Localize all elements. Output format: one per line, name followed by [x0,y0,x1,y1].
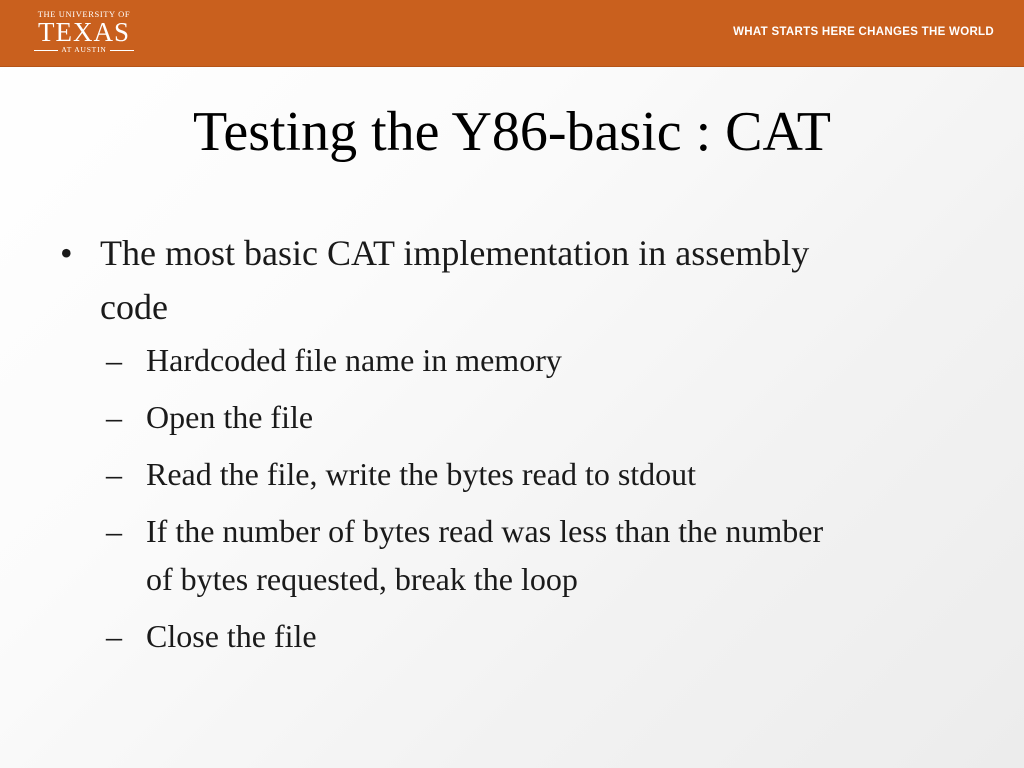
sub-marker: – [106,618,122,654]
slide-content [60,226,940,660]
header-bar [0,0,1024,67]
slide-title: Testing the Y86-basic : CAT [193,101,831,163]
bullet-marker: • [60,233,73,273]
sub-text: If the number of bytes read was less than the number of bytes requested, break the loop [146,513,824,597]
sub-marker: – [106,399,122,435]
sub-item-read-write [60,450,846,498]
sub-marker: – [106,456,122,492]
bullet-item [60,226,820,334]
sub-text: Hardcoded file name in memory [146,342,562,378]
sub-text: Close the file [146,618,317,654]
bullet-text: The most basic CAT implementation in assembly code [100,233,810,327]
sub-text: Open the file [146,399,314,435]
sub-marker: – [106,513,122,549]
sub-text: Read the file, write the bytes read to stdout [146,456,697,492]
sub-item-hardcoded-file-name [60,336,846,384]
logo-bottom-text: AT AUSTIN [30,45,138,55]
logo-main-text: TEXAS [38,17,130,47]
logo-top-text: THE UNIVERSITY OF [37,9,131,19]
sub-item-close-file [60,612,846,660]
tagline: WHAT STARTS HERE CHANGES THE WORLD [733,26,994,38]
sub-item-open-file [60,393,846,441]
sub-marker: – [106,342,122,378]
ut-austin-logo [30,9,138,59]
sub-item-break-loop [60,507,846,603]
